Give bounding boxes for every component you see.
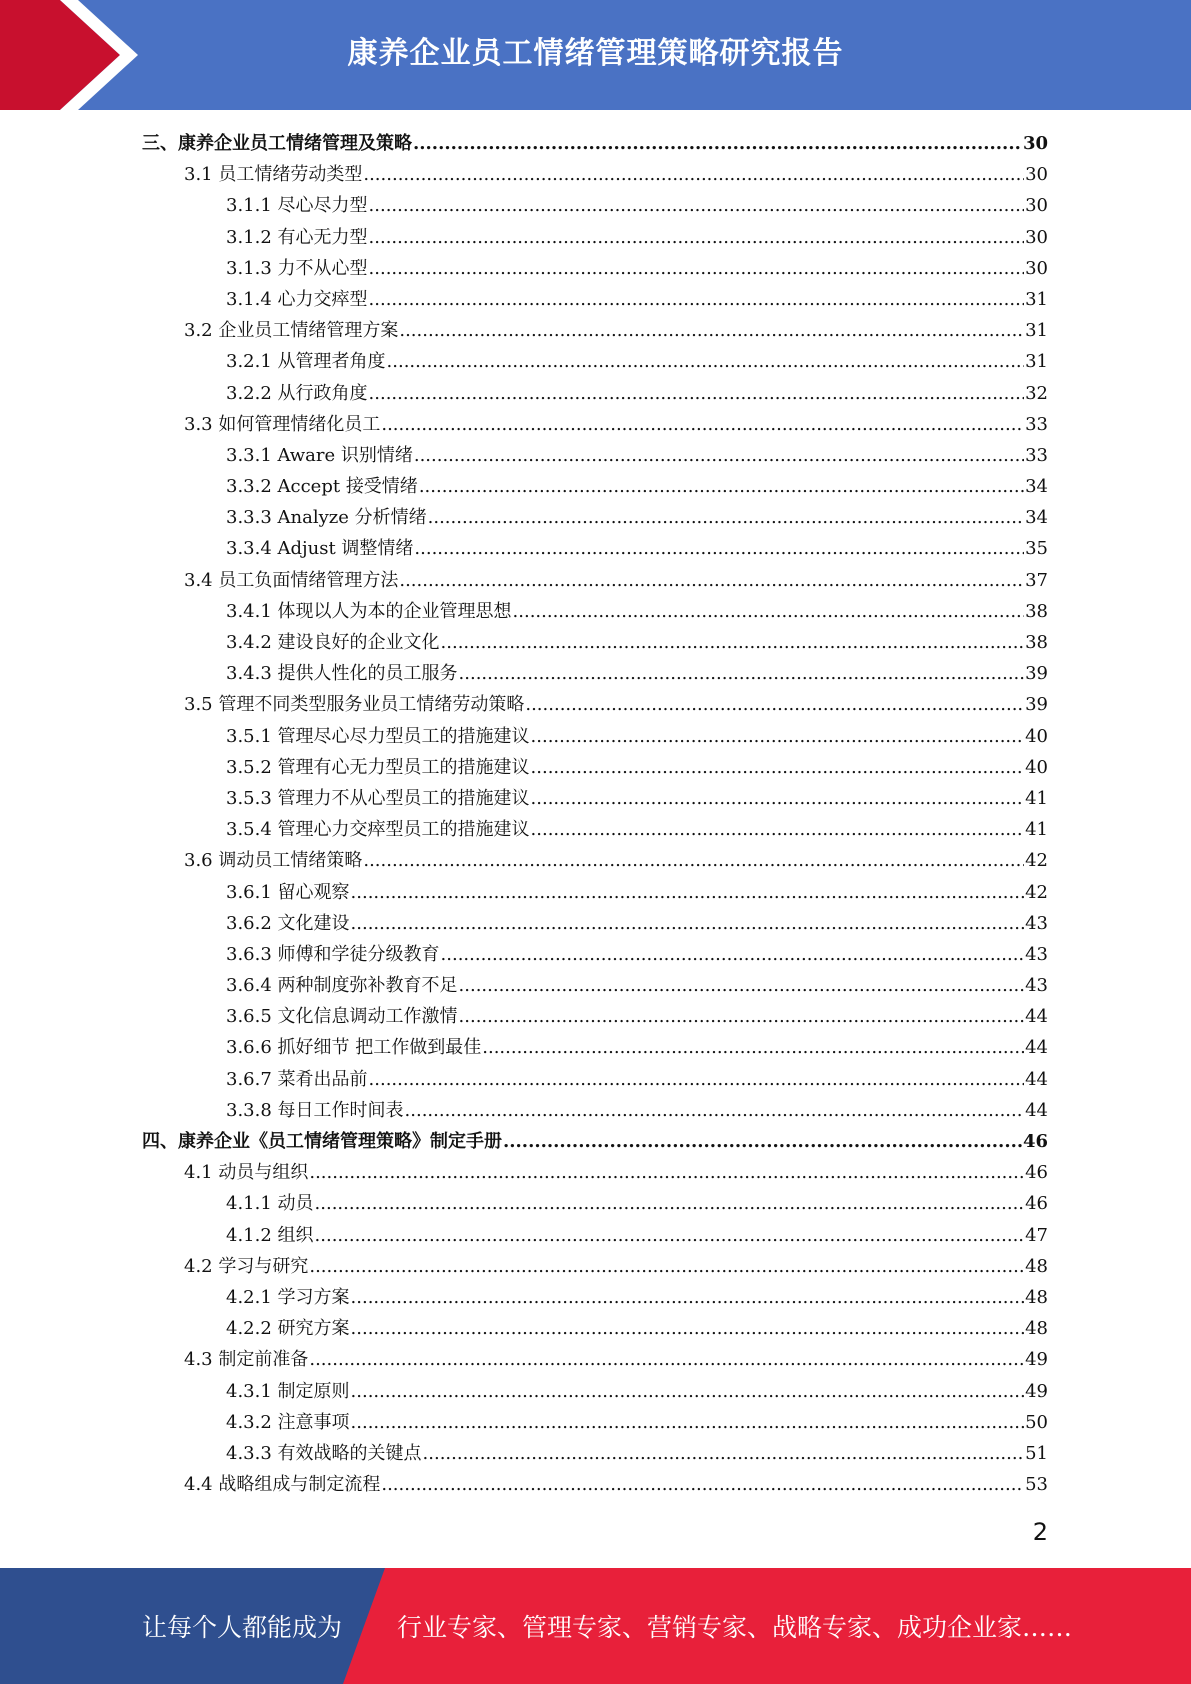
toc-entry-label: 3.5.1 管理尽心尽力型员工的措施建议 bbox=[226, 725, 530, 747]
toc-entry[interactable] bbox=[142, 721, 1048, 752]
toc-entry-page: 38 bbox=[1025, 600, 1048, 622]
toc-entry-page: 46 bbox=[1022, 1131, 1048, 1152]
toc-entry[interactable] bbox=[142, 1407, 1048, 1438]
toc-dot-leader bbox=[351, 1376, 1025, 1407]
toc-entry-page: 46 bbox=[1025, 1193, 1048, 1215]
toc-entry[interactable] bbox=[142, 440, 1048, 471]
toc-entry-label: 4.2.2 研究方案 bbox=[226, 1318, 350, 1340]
toc-dot-leader bbox=[482, 1032, 1024, 1063]
toc-entry-page: 43 bbox=[1025, 975, 1048, 997]
toc-entry-page: 38 bbox=[1025, 632, 1048, 653]
toc-entry-page: 41 bbox=[1025, 819, 1048, 841]
toc-entry[interactable] bbox=[142, 658, 1048, 689]
toc-entry[interactable] bbox=[142, 1438, 1048, 1469]
toc-entry-label: 3.6.5 文化信息调动工作激情 bbox=[226, 1006, 458, 1028]
toc-dot-leader bbox=[381, 409, 1024, 440]
toc-entry-page: 33 bbox=[1025, 413, 1048, 435]
toc-entry-page: 49 bbox=[1025, 1349, 1048, 1371]
toc-entry[interactable] bbox=[142, 1282, 1048, 1313]
toc-dot-leader bbox=[459, 970, 1025, 1001]
toc-entry[interactable] bbox=[142, 1344, 1048, 1375]
toc-dot-leader bbox=[503, 1126, 1022, 1157]
toc-dot-leader bbox=[459, 1001, 1025, 1032]
toc-dot-leader bbox=[351, 1313, 1025, 1344]
toc-entry-label: 3.4.1 体现以人为本的企业管理思想 bbox=[226, 600, 512, 622]
toc-entry-page: 39 bbox=[1025, 694, 1048, 716]
toc-dot-leader bbox=[531, 783, 1025, 814]
toc-entry[interactable] bbox=[142, 1220, 1048, 1251]
toc-entry-page: 44 bbox=[1025, 1068, 1048, 1090]
toc-entry-label: 4.4 战略组成与制定流程 bbox=[184, 1474, 381, 1496]
toc-dot-leader bbox=[413, 128, 1022, 159]
toc-entry-page: 31 bbox=[1025, 288, 1048, 310]
toc-entry-label: 3.6.6 抓好细节 把工作做到最佳 bbox=[226, 1037, 482, 1059]
document-title: 康养企业员工情绪管理策略研究报告 bbox=[347, 36, 844, 71]
toc-entry[interactable] bbox=[142, 159, 1048, 190]
toc-entry[interactable] bbox=[142, 689, 1048, 720]
toc-dot-leader bbox=[369, 284, 1025, 315]
toc-dot-leader bbox=[315, 1220, 1025, 1251]
toc-entry-label: 4.3 制定前准备 bbox=[184, 1349, 309, 1371]
toc-entry-label: 4.3.3 有效战略的关键点 bbox=[226, 1442, 422, 1464]
toc-entry[interactable] bbox=[142, 1064, 1048, 1095]
toc-entry[interactable] bbox=[142, 1188, 1048, 1219]
toc-entry-page: 37 bbox=[1025, 569, 1048, 591]
toc-entry-page: 48 bbox=[1025, 1318, 1048, 1340]
toc-dot-leader bbox=[531, 814, 1025, 845]
toc-entry[interactable] bbox=[142, 222, 1048, 253]
toc-dot-leader bbox=[531, 752, 1025, 783]
toc-dot-leader bbox=[531, 721, 1025, 752]
toc-dot-leader bbox=[387, 346, 1025, 377]
toc-entry-label: 3.6.1 留心观察 bbox=[226, 881, 350, 903]
toc-entry[interactable] bbox=[142, 1095, 1048, 1126]
toc-entry-label: 3.2 企业员工情绪管理方案 bbox=[184, 320, 399, 342]
toc-entry-label: 4.2.1 学习方案 bbox=[226, 1286, 350, 1308]
toc-entry[interactable] bbox=[142, 939, 1048, 970]
toc-entry-label: 3.2.2 从行政角度 bbox=[226, 382, 368, 404]
toc-entry-page: 43 bbox=[1025, 912, 1048, 934]
toc-entry-page: 46 bbox=[1025, 1162, 1048, 1184]
toc-entry-page: 31 bbox=[1025, 320, 1048, 342]
toc-dot-leader bbox=[405, 1095, 1025, 1126]
toc-entry[interactable] bbox=[142, 970, 1048, 1001]
toc-entry[interactable] bbox=[142, 565, 1048, 596]
toc-entry[interactable] bbox=[142, 877, 1048, 908]
toc-entry-page: 39 bbox=[1025, 663, 1048, 685]
toc-entry[interactable] bbox=[142, 1251, 1048, 1282]
table-of-contents bbox=[142, 128, 1048, 1500]
toc-dot-leader bbox=[513, 596, 1025, 627]
toc-entry-label: 3.1 员工情绪劳动类型 bbox=[184, 164, 363, 186]
toc-entry-page: 44 bbox=[1025, 1037, 1048, 1059]
toc-dot-leader bbox=[351, 1407, 1025, 1438]
toc-entry-page: 30 bbox=[1025, 195, 1048, 217]
toc-entry-label: 3.5.2 管理有心无力型员工的措施建议 bbox=[226, 756, 530, 778]
toc-entry-label: 3.3.4 Adjust 调整情绪 bbox=[226, 538, 414, 560]
toc-dot-leader bbox=[369, 222, 1025, 253]
toc-entry[interactable] bbox=[142, 253, 1048, 284]
toc-entry[interactable] bbox=[142, 378, 1048, 409]
toc-entry-page: 41 bbox=[1025, 787, 1048, 809]
footer-slogan-left: 让每个人都能成为 bbox=[142, 1613, 343, 1642]
toc-entry-label: 4.3.1 制定原则 bbox=[226, 1380, 350, 1402]
toc-entry-label: 3.3.1 Aware 识别情绪 bbox=[226, 444, 413, 466]
toc-entry-page: 48 bbox=[1025, 1286, 1048, 1308]
toc-entry-label: 3.1.2 有心无力型 bbox=[226, 226, 368, 248]
toc-entry[interactable] bbox=[142, 1001, 1048, 1032]
toc-entry-label: 3.6 调动员工情绪策略 bbox=[184, 850, 363, 872]
toc-entry-label: 4.2 学习与研究 bbox=[184, 1255, 309, 1277]
toc-dot-leader bbox=[309, 1157, 1024, 1188]
toc-dot-leader bbox=[315, 1188, 1025, 1219]
toc-entry-label: 四、康养企业《员工情绪管理策略》制定手册 bbox=[142, 1131, 502, 1152]
toc-dot-leader bbox=[399, 315, 1024, 346]
toc-entry-page: 31 bbox=[1025, 351, 1048, 373]
toc-dot-leader bbox=[414, 440, 1024, 471]
toc-dot-leader bbox=[309, 1344, 1024, 1375]
toc-entry-label: 3.3.2 Accept 接受情绪 bbox=[226, 476, 418, 498]
toc-entry[interactable] bbox=[142, 783, 1048, 814]
toc-dot-leader bbox=[399, 565, 1024, 596]
toc-dot-leader bbox=[351, 877, 1025, 908]
toc-entry[interactable] bbox=[142, 596, 1048, 627]
toc-dot-leader bbox=[441, 939, 1025, 970]
toc-entry-label: 4.1 动员与组织 bbox=[184, 1162, 309, 1184]
toc-entry-label: 3.4 员工负面情绪管理方法 bbox=[184, 569, 399, 591]
toc-entry-page: 50 bbox=[1025, 1411, 1048, 1433]
toc-entry-label: 3.3.8 每日工作时间表 bbox=[226, 1099, 404, 1121]
toc-entry-page: 34 bbox=[1025, 476, 1048, 498]
toc-entry-page: 43 bbox=[1025, 943, 1048, 965]
toc-entry-page: 49 bbox=[1025, 1380, 1048, 1402]
header-banner bbox=[0, 0, 1191, 110]
toc-entry[interactable] bbox=[142, 627, 1048, 658]
toc-dot-leader bbox=[428, 502, 1024, 533]
toc-dot-leader bbox=[419, 471, 1024, 502]
toc-entry-label: 4.1.1 动员 bbox=[226, 1193, 314, 1215]
toc-entry-page: 35 bbox=[1025, 538, 1048, 560]
toc-dot-leader bbox=[309, 1251, 1024, 1282]
toc-entry-page: 30 bbox=[1022, 133, 1048, 154]
toc-entry-label: 3.5.4 管理心力交瘁型员工的措施建议 bbox=[226, 819, 530, 841]
toc-entry[interactable] bbox=[142, 284, 1048, 315]
toc-dot-leader bbox=[423, 1438, 1025, 1469]
toc-entry-page: 34 bbox=[1025, 507, 1048, 529]
footer-banner bbox=[0, 1568, 1191, 1684]
toc-entry-page: 47 bbox=[1025, 1224, 1048, 1246]
toc-dot-leader bbox=[351, 908, 1025, 939]
toc-entry[interactable] bbox=[142, 190, 1048, 221]
toc-entry[interactable] bbox=[142, 1313, 1048, 1344]
toc-entry[interactable] bbox=[142, 346, 1048, 377]
footer-slogan-right: 行业专家、管理专家、营销专家、战略专家、成功企业家…… bbox=[397, 1613, 1073, 1642]
toc-entry-label: 3.3.3 Analyze 分析情绪 bbox=[226, 507, 427, 529]
toc-entry-page: 30 bbox=[1025, 226, 1048, 248]
toc-dot-leader bbox=[369, 253, 1025, 284]
toc-entry-page: 30 bbox=[1025, 257, 1048, 279]
toc-entry-label: 3.6.7 菜肴出品前 bbox=[226, 1068, 368, 1090]
toc-dot-leader bbox=[459, 658, 1025, 689]
toc-entry[interactable] bbox=[142, 502, 1048, 533]
toc-dot-leader bbox=[381, 1469, 1024, 1500]
toc-entry-page: 40 bbox=[1025, 725, 1048, 747]
toc-entry-page: 53 bbox=[1025, 1474, 1048, 1496]
toc-entry[interactable] bbox=[142, 1126, 1048, 1157]
toc-entry-label: 3.6.3 师傅和学徒分级教育 bbox=[226, 943, 440, 965]
toc-entry-page: 40 bbox=[1025, 756, 1048, 778]
toc-entry-page: 30 bbox=[1025, 164, 1048, 186]
page-number: 2 bbox=[1032, 1518, 1048, 1546]
toc-entry-label: 4.1.2 组织 bbox=[226, 1224, 314, 1246]
toc-entry-page: 44 bbox=[1025, 1099, 1048, 1121]
toc-entry-page: 48 bbox=[1025, 1255, 1048, 1277]
toc-dot-leader bbox=[414, 533, 1024, 564]
toc-entry-label: 3.4.2 建设良好的企业文化 bbox=[226, 632, 440, 653]
toc-entry-page: 32 bbox=[1025, 382, 1048, 404]
toc-entry[interactable] bbox=[142, 1157, 1048, 1188]
toc-dot-leader bbox=[525, 689, 1024, 720]
toc-entry-page: 42 bbox=[1025, 850, 1048, 872]
toc-entry-label: 3.6.4 两种制度弥补教育不足 bbox=[226, 975, 458, 997]
toc-dot-leader bbox=[441, 627, 1025, 658]
toc-entry-label: 3.2.1 从管理者角度 bbox=[226, 351, 386, 373]
toc-entry-label: 三、康养企业员工情绪管理及策略 bbox=[142, 133, 412, 154]
toc-dot-leader bbox=[351, 1282, 1025, 1313]
toc-entry[interactable] bbox=[142, 845, 1048, 876]
toc-entry[interactable] bbox=[142, 908, 1048, 939]
toc-entry[interactable] bbox=[142, 409, 1048, 440]
toc-dot-leader bbox=[363, 845, 1024, 876]
toc-entry[interactable] bbox=[142, 471, 1048, 502]
toc-entry[interactable] bbox=[142, 814, 1048, 845]
toc-dot-leader bbox=[369, 378, 1025, 409]
toc-entry[interactable] bbox=[142, 533, 1048, 564]
toc-entry-page: 33 bbox=[1025, 444, 1048, 466]
toc-entry-label: 3.5 管理不同类型服务业员工情绪劳动策略 bbox=[184, 694, 525, 716]
toc-dot-leader bbox=[369, 1064, 1025, 1095]
toc-entry[interactable] bbox=[142, 1469, 1048, 1500]
toc-entry-page: 42 bbox=[1025, 881, 1048, 903]
toc-entry-label: 3.6.2 文化建设 bbox=[226, 912, 350, 934]
toc-entry-label: 3.5.3 管理力不从心型员工的措施建议 bbox=[226, 787, 530, 809]
toc-entry-label: 3.1.4 心力交瘁型 bbox=[226, 288, 368, 310]
toc-entry[interactable] bbox=[142, 752, 1048, 783]
toc-entry[interactable] bbox=[142, 315, 1048, 346]
toc-entry-label: 3.4.3 提供人性化的员工服务 bbox=[226, 663, 458, 685]
toc-entry-label: 3.3 如何管理情绪化员工 bbox=[184, 413, 381, 435]
toc-entry[interactable] bbox=[142, 128, 1048, 159]
toc-entry-label: 3.1.1 尽心尽力型 bbox=[226, 195, 368, 217]
toc-entry-page: 44 bbox=[1025, 1006, 1048, 1028]
toc-dot-leader bbox=[363, 159, 1024, 190]
toc-entry[interactable] bbox=[142, 1032, 1048, 1063]
toc-entry[interactable] bbox=[142, 1376, 1048, 1407]
toc-entry-label: 4.3.2 注意事项 bbox=[226, 1411, 350, 1433]
toc-dot-leader bbox=[369, 190, 1025, 221]
toc-entry-label: 3.1.3 力不从心型 bbox=[226, 257, 368, 279]
toc-entry-page: 51 bbox=[1025, 1442, 1048, 1464]
